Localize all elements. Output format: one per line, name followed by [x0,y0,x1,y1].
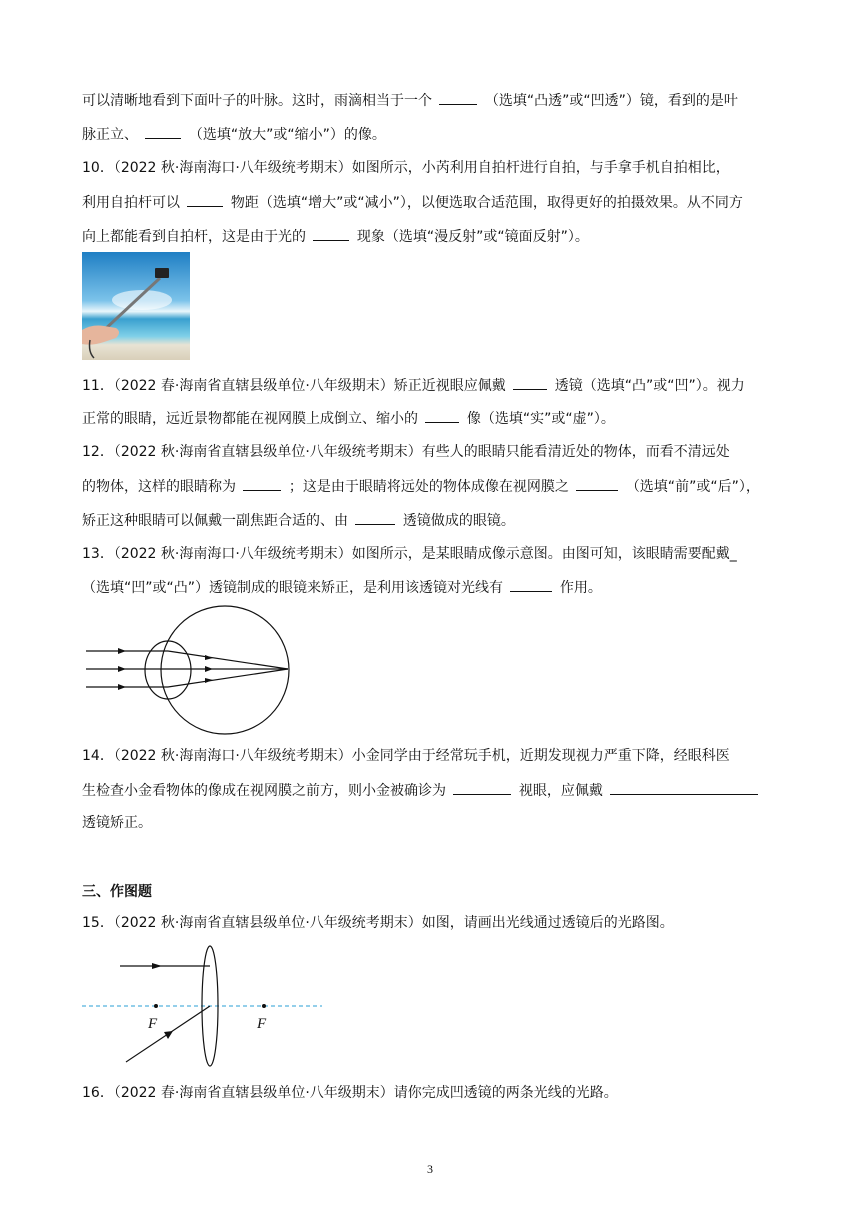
q13-text-b: 作用。 [559,580,602,596]
q13-text-a: （选填“凹”或“凸”）透镜制成的眼镜来矫正，是利用该透镜对光线有 [82,580,504,596]
q10-blank-2[interactable] [313,226,349,241]
q13-line1 [82,544,737,564]
q10-text-d: 现象（选填“漫反射”或“镜面反射”）。 [356,229,589,245]
q10-line3 [82,226,589,247]
eye-imaging-diagram [82,605,302,735]
q12-line1 [82,442,730,462]
q12-blank-1[interactable] [243,476,281,491]
q14-line2 [82,780,761,801]
q12-line2 [82,476,760,497]
q11-text-c: 正常的眼睛，远近景物都能在视网膜上成倒立、缩小的 [82,411,418,427]
q12-text-e: 透镜做成的眼镜。 [402,513,515,529]
eye-lens [145,641,191,699]
q15-line1 [82,913,674,933]
q11-text-d: 像（选填“实”或“虚”）。 [466,411,615,427]
q10-stem: 10．（2022 秋·海南海口·八年级统考期末）如图所示，小芮利用自拍杆进行自拍，与手拿手机自拍相比， [82,160,730,176]
q9-text-c: 脉正立、 [82,127,138,143]
focus-point-left [154,1004,158,1008]
q14-blank-2[interactable] [610,780,758,795]
arrow-icon [205,666,213,672]
focus-point-right [262,1004,266,1008]
q10-text-c: 向上都能看到自拍杆，这是由于光的 [82,229,306,245]
q10-text-a: 利用自拍杆可以 [82,195,180,211]
q11-text-b: 透镜（选填“凸”或“凹”）。视力 [554,378,745,394]
q12-stem: 12．（2022 秋·海南省直辖县级单位·八年级统考期末）有些人的眼睛只能看清近处的物体，而看不清远处 [82,444,730,460]
q14-line3 [82,813,152,833]
eyeball-circle [161,606,289,734]
page-number: 3 [427,1162,433,1176]
q9-blank-2[interactable] [145,124,181,139]
arrow-icon [164,1031,173,1039]
q11-line2 [82,408,615,429]
q10-line1 [82,158,730,178]
q10-line2 [82,192,743,213]
q13-blank-1[interactable] [510,577,552,592]
q16-line1 [82,1083,618,1103]
q14-text-b: 视眼，应佩戴 [518,783,603,799]
q9-text-d: （选填“放大”或“缩小”）的像。 [188,127,386,143]
q11-line1 [82,375,745,396]
q12-text-d: 矫正这种眼睛可以佩戴一副焦距合适的、由 [82,513,348,529]
arrow-icon [118,648,126,654]
q14-stem: 14．（2022 秋·海南海口·八年级统考期末）小金同学由于经常玩手机，近期发现视力严重下降，经眼科医 [82,748,730,764]
q13-stem: 13．（2022 秋·海南海口·八年级统考期末）如图所示，是某眼睛成像示意图。由图可知，该眼睛需要配戴_ [82,546,737,562]
arrow-icon [118,684,126,690]
q12-text-b: ；这是由于眼睛将远处的物体成像在视网膜之 [288,479,569,495]
section-heading-drawing: 三、作图题 [82,884,152,900]
q11-blank-2[interactable] [425,408,459,423]
q12-blank-3[interactable] [355,510,395,525]
focus-label-right: F [257,1016,267,1032]
q15-stem: 15．（2022 秋·海南省直辖县级单位·八年级统考期末）如图，请画出光线通过透镜后的光路图。 [82,915,674,931]
q14-text-c: 透镜矫正。 [82,815,152,831]
q12-text-c: （选填“前”或“后”）， [625,479,760,495]
q12-line3 [82,510,515,531]
convex-lens-diagram [82,940,322,1070]
q13-line2 [82,577,602,598]
arrow-icon [118,666,126,672]
q14-text-a: 生检查小金看物体的像成在视网膜之前方，则小金被确诊为 [82,783,446,799]
q11-text-a: 11．（2022 春·海南省直辖县级单位·八年级期末）矫正近视眼应佩戴 [82,378,506,394]
q14-blank-1[interactable] [453,780,511,795]
focus-label-left: F [148,1016,158,1032]
q9-text-a: 可以清晰地看到下面叶子的叶脉。这时，雨滴相当于一个 [82,93,432,109]
q14-line1 [82,746,730,766]
q9-line2 [82,124,386,145]
q9-text-b: （选填“凸透”或“凹透”）镜，看到的是叶 [484,93,738,109]
q16-stem: 16．（2022 春·海南省直辖县级单位·八年级期末）请你完成凹透镜的两条光线的光路。 [82,1085,618,1101]
q9-line1 [82,90,738,111]
q12-text-a: 的物体，这样的眼睛称为 [82,479,236,495]
q10-text-b: 物距（选填“增大”或“减小”），以便选取合适范围，取得更好的拍摄效果。从不同方 [230,195,743,211]
selfie-stick-photo [82,252,190,360]
q10-blank-1[interactable] [187,192,223,207]
q12-blank-2[interactable] [576,476,618,491]
q9-blank-1[interactable] [439,90,477,105]
q11-blank-1[interactable] [513,375,547,390]
arrow-icon [152,963,162,969]
